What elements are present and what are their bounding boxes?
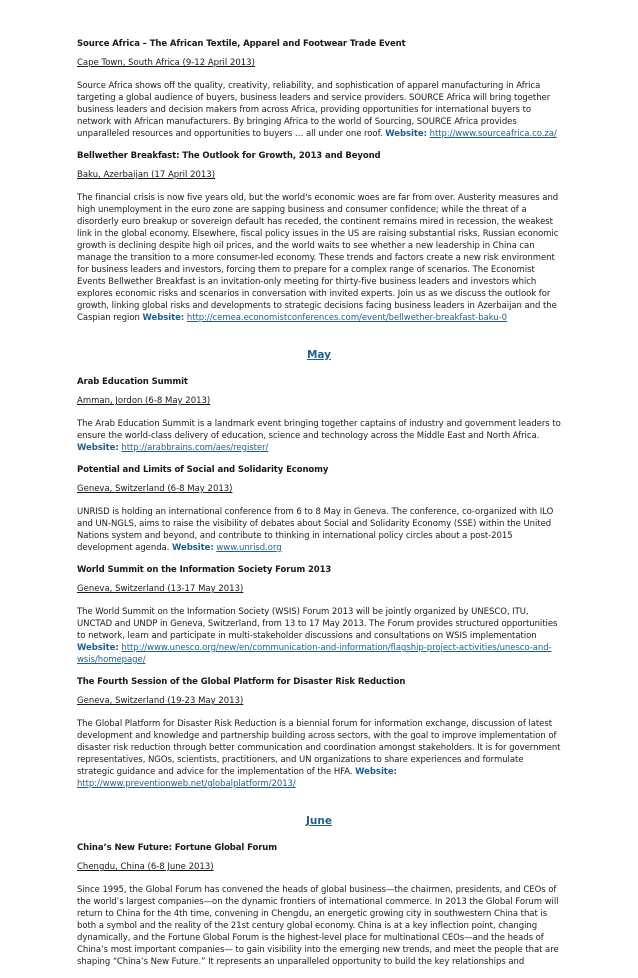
event-wsis-forum — [77, 564, 561, 666]
event-description — [77, 506, 561, 554]
website-link[interactable]: http://arabbrains.com/aes/register/ — [121, 443, 269, 453]
website-link[interactable]: http://www.preventionweb.net/globalplatform/2013/ — [77, 779, 296, 789]
website-label: Website: — [172, 543, 214, 553]
event-location: Cape Town, South Africa (9-12 April 2013) — [77, 58, 255, 68]
event-location: Amman, Jordon (6-8 May 2013) — [77, 396, 211, 406]
event-description — [77, 80, 561, 140]
month-heading-may: May — [306, 349, 332, 361]
website-link[interactable]: http://www.sourceafrica.co.za/ — [429, 129, 557, 139]
event-description — [77, 606, 561, 666]
event-title: China’s New Future: Fortune Global Forum — [77, 843, 278, 853]
event-fortune-global-forum — [77, 842, 561, 968]
event-disaster-risk-reduction — [77, 676, 561, 790]
event-title: Arab Education Summit — [77, 377, 188, 387]
event-description — [77, 418, 561, 454]
document-page — [77, 38, 561, 978]
website-label: Website: — [142, 313, 185, 323]
event-location: Baku, Azerbaijan (17 April 2013) — [77, 170, 216, 180]
event-description-text: The Global Platform for Disaster Risk Reduction is a biennial forum for information exchange, discussion of latest development and knowledge and partnership building across sectors, with the goal to improve implementation of disaster risk reduction through better communication and coordination amongst stakeholders. It is for government representatives, NGOs, scientists, practitioners, and UN organizations to share experiences and formulate strategic guidance and advice for the implementation of the HFA. — [77, 719, 561, 777]
event-location: Geneva, Switzerland (13-17 May 2013) — [77, 584, 244, 594]
event-description-text: Since 1995, the Global Forum has convened the heads of global business—the chairmen, presidents, and CEOs of the world’s largest companies—on the dynamic frontiers of international commerce. In 2013 the Global Forum will return to China for the 4th time, convening in Chengdu, an energetic growing city in southwestern China that is both a symbol and the reality of the 21st century global economy. China is at a key inflection point, changing dynamically, and the Fortune Global Forum is the highest-level place for multinational CEOs—and the heads of China’s most important companies— to gain visibility into the emerging new trends, and meet the people that are shaping “China’s New Future.” It represents an unparalleled opportunity to build the key relationships and — [77, 885, 559, 967]
event-description-text: UNRISD is holding an international conference from 6 to 8 May in Geneva. The conference, co-organized with ILO and UN-NGLS, aims to raise the visibility of debates about Social and Solidarity Economy (SSE) within the United Nations system and beyond, and contribute to thinking in international policy circles about a post-2015 development agenda. — [77, 507, 554, 553]
event-description — [77, 718, 561, 790]
event-title: World Summit on the Information Society Forum 2013 — [77, 565, 332, 575]
event-social-solidarity-economy — [77, 464, 561, 554]
event-title: Bellwether Breakfast: The Outlook for Growth, 2013 and Beyond — [77, 151, 381, 161]
website-label: Website: — [385, 129, 427, 139]
event-source-africa — [77, 38, 561, 140]
event-description-text: The financial crisis is now five years old, but the world's economic woes are far from over. Austerity measures and high unemployment in the euro zone are sapping business and consumer confidence; while the threat of a disorderly euro breakup or sovereign default has receded, the continent remains mired in recession, the weakest link in the global economy. Elsewhere, fiscal policy issues in the US are raising substantial risks, Russian economic growth is declining despite high oil prices, and the world waits to see whether a new leadership in China can manage the transition to a more consumer-led economy. These trends and factors create a new risk environment for business leaders and investors, forcing them to prepare for a complex range of scenarios. The Economist Events Bellwether Breakfast is an invitation-only meeting for thirty-five business leaders and investors which explores economic risks and scenarios in conversation with invited experts. Join us as we discuss the outlook for growth, linking global risks and developments to strategic decisions facing business leaders in Azerbaijan and the Caspian region — [77, 193, 559, 323]
event-title: Source Africa – The African Textile, Apparel and Footwear Trade Event — [77, 39, 406, 49]
website-label: Website: — [77, 443, 119, 453]
event-location: Chengdu, China (6-8 June 2013) — [77, 862, 214, 872]
event-title: The Fourth Session of the Global Platform for Disaster Risk Reduction — [77, 677, 406, 687]
website-link[interactable]: http://cemea.economistconferences.com/event/bellwether-breakfast-baku-0 — [186, 313, 508, 323]
month-heading-june: June — [306, 815, 332, 827]
event-arab-education-summit — [77, 376, 561, 454]
event-description-text: The Arab Education Summit is a landmark event bringing together captains of industry and government leaders to ensure the world-class delivery of education, science and technology across the Middle East and North Africa. — [77, 419, 561, 441]
event-description — [77, 192, 561, 324]
event-location: Geneva, Switzerland (6-8 May 2013) — [77, 484, 233, 494]
website-link[interactable]: http://www.unesco.org/new/en/communication-and-information/flagship-project-activities/unesco-and-wsis/homepage/ — [77, 643, 552, 665]
event-location: Geneva, Switzerland (19-23 May 2013) — [77, 696, 244, 706]
event-description — [77, 884, 561, 968]
event-title: Potential and Limits of Social and Solidarity Economy — [77, 465, 329, 475]
event-bellwether-breakfast — [77, 150, 561, 324]
event-description-text: Source Africa shows off the quality, creativity, reliability, and sophistication of apparel manufacturing in Africa targeting a global audience of buyers, business leaders and service providers. SOURCE Africa will bring together business leaders and decision makers from across Africa, providing opportunities for international buyers to network with African manufacturers. By bringing Africa to the world of Sourcing, SOURCE Africa provides unparalleled resources and opportunities to buyers … all under one roof. — [77, 81, 551, 139]
website-label: Website: — [77, 643, 119, 653]
event-description-text: The World Summit on the Information Society (WSIS) Forum 2013 will be jointly organized by UNESCO, ITU, UNCTAD and UNDP in Geneva, Switzerland, from 13 to 17 May 2013. The Forum provides structured opportunities to network, learn and participate in multi-stakeholder discussions and consultations on WSIS implementation — [77, 607, 558, 641]
website-label: Website: — [355, 767, 397, 777]
website-link[interactable]: www.unrisd.org — [216, 543, 282, 553]
